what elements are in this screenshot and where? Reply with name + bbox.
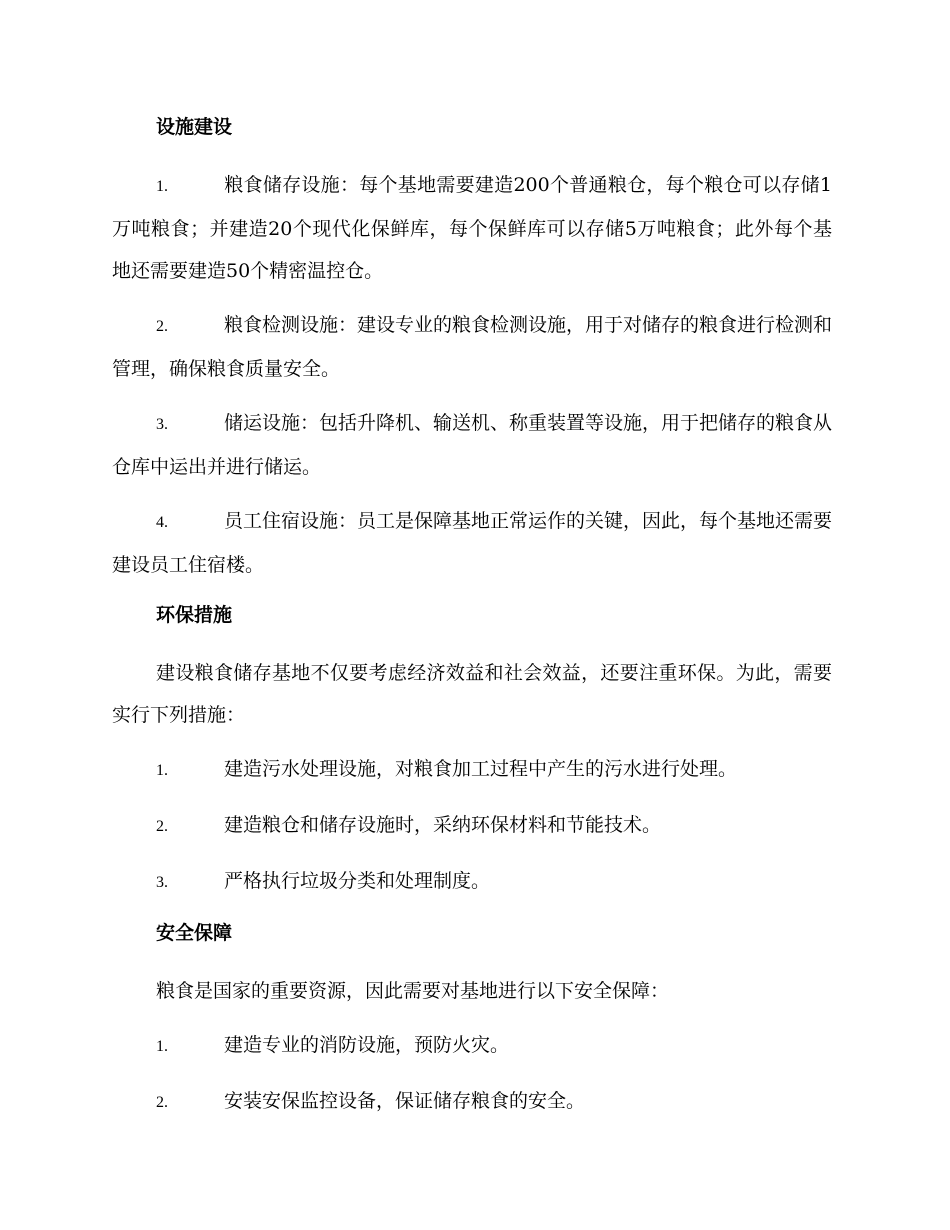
- list-text: 安装安保监控设备，保证储存粮食的安全。: [224, 1090, 586, 1112]
- list-number: 3.: [156, 416, 168, 433]
- list-item: [112, 500, 832, 586]
- list-text: 员工住宿设施：员工是保障基地正常运作的关键，因此，每个基地还需要建设员工住宿楼。: [112, 510, 833, 576]
- list-number: 1.: [156, 1038, 168, 1055]
- list-item: [112, 164, 832, 292]
- section-heading: 环保措施: [156, 604, 233, 626]
- list-number: 2.: [156, 1094, 168, 1111]
- list-item: [112, 804, 832, 848]
- list-item: [112, 860, 832, 904]
- list-text: 粮食检测设施：建设专业的粮食检测设施，用于对储存的粮食进行检测和管理，确保粮食质量安全。: [112, 314, 833, 380]
- list-text: 严格执行垃圾分类和处理制度。: [224, 870, 491, 892]
- section-heading: 设施建设: [156, 116, 233, 138]
- list-text: 储运设施：包括升降机、输送机、称重装置等设施，用于把储存的粮食从仓库中运出并进行储运。: [112, 412, 833, 478]
- list-number: 1.: [156, 178, 168, 195]
- list-number: 3.: [156, 874, 168, 891]
- list-text: 建造粮仓和储存设施时，采纳环保材料和节能技术。: [224, 814, 662, 836]
- section-environment: [112, 598, 832, 904]
- list-item: [112, 402, 832, 488]
- list-text: 建造污水处理设施，对粮食加工过程中产生的污水进行处理。: [224, 758, 738, 780]
- list-item: [112, 1080, 832, 1124]
- list-item: [112, 304, 832, 390]
- section-intro: 建设粮食储存基地不仅要考虑经济效益和社会效益，还要注重环保。为此，需要实行下列措施：: [112, 662, 832, 726]
- list-number: 4.: [156, 514, 168, 531]
- list-item: [112, 1024, 832, 1068]
- section-intro: 粮食是国家的重要资源，因此需要对基地进行以下安全保障：: [156, 980, 670, 1002]
- section-heading: 安全保障: [156, 922, 233, 944]
- list-text: 建造专业的消防设施，预防火灾。: [224, 1034, 510, 1056]
- section-facilities: [112, 110, 832, 586]
- document-body: [112, 110, 832, 1136]
- list-text: 粮食储存设施：每个基地需要建造200个普通粮仓，每个粮仓可以存储1万吨粮食；并建造20个现代化保鲜库，每个保鲜库可以存储5万吨粮食；此外每个基地还需要建造50个精密温控仓。: [112, 174, 832, 282]
- section-safety: [112, 916, 832, 1124]
- list-number: 2.: [156, 318, 168, 335]
- list-number: 2.: [156, 818, 168, 835]
- list-item: [112, 748, 832, 792]
- list-number: 1.: [156, 762, 168, 779]
